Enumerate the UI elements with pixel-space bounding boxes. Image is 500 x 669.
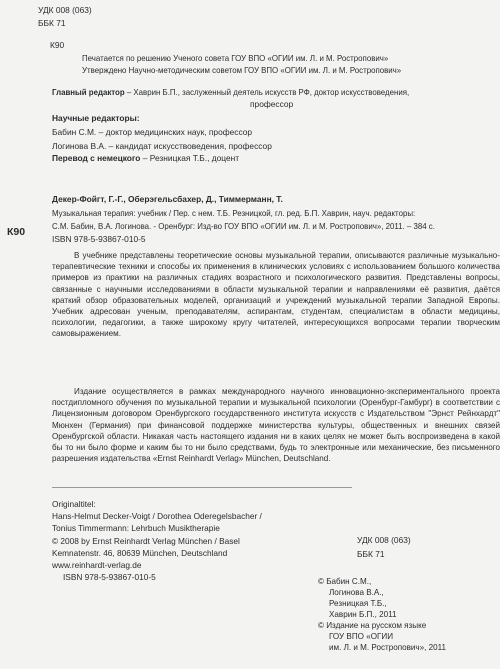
chief-editor-cont: профессор (250, 99, 294, 109)
copyright-1: © Бабин С.М., (318, 577, 372, 586)
translator (52, 153, 239, 164)
reviewer-1: Бабин С.М. – доктор медицинских наук, профессор (52, 127, 253, 137)
copyright-6: ГОУ ВПО «ОГИИ (329, 632, 394, 641)
reviewer-2: Логинова В.А. – кандидат искусствоведения, профессор (52, 141, 272, 151)
udk-code: УДК 008 (063) (38, 5, 92, 15)
copyright-2: Логинова В.А., (329, 588, 384, 597)
bib-line-2: С.М. Бабин, В.А. Логинова. - Оренбург: Изд-во ГОУ ВПО «ОГИИ им. Л. и М. Ростропович», 2011. – 384 с. (52, 221, 435, 231)
bbk-code: ББК 71 (38, 18, 66, 28)
original-label: Originaltitel: (52, 499, 96, 509)
approval-line-1: Печатается по решению Ученого совета ГОУ ВПО «ОГИИ им. Л. и М. Ростропович» (82, 53, 389, 63)
footer-udk: УДК 008 (063) (357, 535, 411, 545)
chief-editor-text: – Хаврин Б.П., заслуженный деятель искусств РФ, доктор искусствоведения, (124, 87, 410, 97)
original-title: Tonius Timmermann: Lehrbuch Musiktherapie (52, 523, 220, 534)
original-address: Kemnatenstr. 46, 80639 München, Deutschland (52, 547, 228, 558)
annotation-1: В учебнике представлены теоретические основы музыкальной терапии, описываются различные музыкально-терапевтические техники и способы их применения в клинических условиях с использованием большого количества примеров из практики на различных стадиях возрастного и психологического развития. Представлены вопросы, связанные с научными исследованиями в области музыкальной терапии и направлениями её развития, даётся краткий обзор образовательных моделей, организаций и учреждений музыкальной терапии Западной Европы. Учебник адресован ученым, преподавателям, аспирантам, студентам, специалистам в области медицины, психологии, педагогики, а также широкому кругу читателей, интересующихся вопросами терапии творческим самовыражением. (52, 251, 500, 339)
original-website: www.reinhardt-verlag.de (52, 560, 142, 571)
bib-author-sign: К90 (7, 226, 26, 238)
bib-authors: Декер-Фойгт, Г.-Г., Оберэгельсбахер, Д., Тиммерманн, Т. (52, 194, 283, 204)
original-isbn: ISBN 978-5-93867-010-5 (63, 572, 156, 583)
copyright-block (318, 576, 446, 653)
approval-line-2: Утверждено Научно-методическим советом ГОУ ВПО «ОГИИ им. Л. и М. Ростропович» (82, 65, 402, 75)
copyright-5: © Издание на русском языке (318, 621, 427, 630)
copyright-7: им. Л. и М. Ростропович», 2011 (329, 643, 447, 652)
translator-text: – Резницкая Т.Б., доцент (140, 153, 240, 163)
original-copyright: © 2008 by Ernst Reinhardt Verlag München / Basel (52, 535, 240, 546)
chief-editor-label: Главный редактор (52, 87, 125, 97)
chief-editor (52, 87, 409, 98)
reviewers-label: Научные редакторы: (52, 113, 140, 123)
annotation-2: Издание осуществляется в рамках международного научного инновационно-экспериментального проекта постдипломного обучения по музыкальной терапии и музыкальной психологии (Оренбург-Гамбург) в соответствии с Лицензионным договором Оренбургского государственного института искусств с Издательством "Эрнст Рейнхардт" Мюнхен (Германия) при финансовой поддержке министерства культуры, общественных и внешних связей Оренбургской области. Никакая часть настоящего издания ни в каких целях не может быть воспроизведена в какой бы то ни было форме и каким бы то ни было средствами, будь то электронные или механические, без письменного разрешения издательства «Ernst Reinhardt Verlag» München, Deutschland. (52, 387, 500, 464)
original-authors: Hans-Helmut Decker-Voigt / Dorothea Oderegelsbacher / (52, 511, 262, 522)
bib-line-1: Музыкальная терапия: учебник / Пер. с нем. Т.Б. Резницкой, гл. ред. Б.П. Хаврин, науч. редакторы: (52, 208, 416, 218)
original-title-block (52, 498, 262, 583)
divider (52, 487, 352, 488)
bib-isbn: ISBN 978-5-93867-010-5 (52, 234, 146, 244)
copyright-4: Хаврин Б.П., 2011 (329, 610, 397, 619)
translator-label: Перевод с немецкого (52, 153, 141, 163)
copyright-3: Резницкая Т.Б., (329, 599, 387, 608)
footer-bbk: ББК 71 (357, 549, 385, 559)
author-sign-code: К90 (50, 40, 65, 50)
